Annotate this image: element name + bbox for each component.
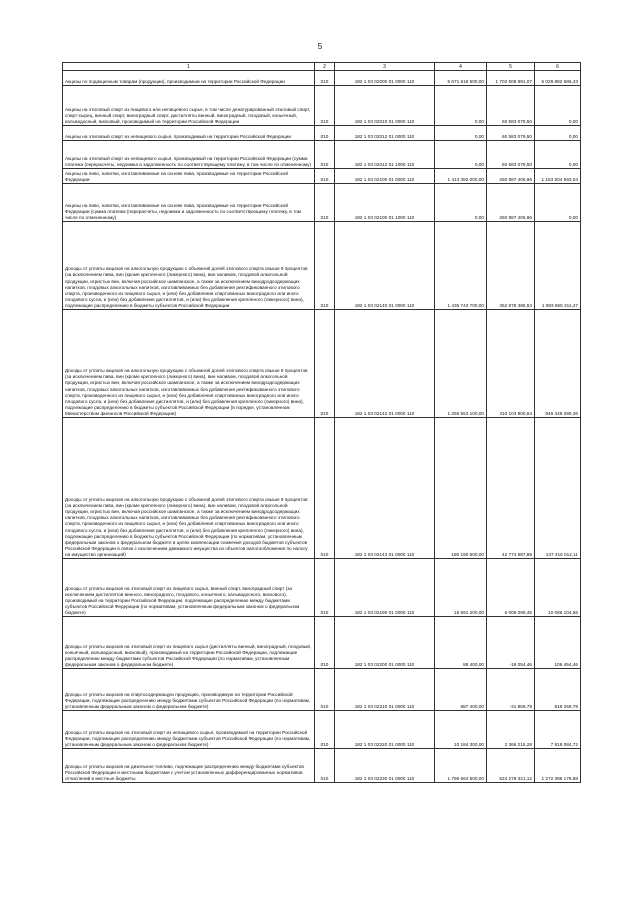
row-executed-amount: -18 054,46 bbox=[487, 617, 535, 669]
row-name-text: Доходы от уплаты акцизов на алкогольную продукцию с объемной долей этилового спирта свыше 9 процентов (за исключением пива, вин (кроме крепленого (ликерного) вина), вин наливом, плодовой алкогольной продукции, игристых вин, включая российское шампанское, а также за исключением винодродсодержащих напитков, плодовых алкогольных напитков, изготавливаемых без добавления ректификованного этилового спирта, произведенного из пищевого сырья, и (или) без добавления спиртованных виноградного или иного плодового сусла, и (или) без добавления дистиллятов, и (или) без добавления крепленого (ликерного) вина), подлежащие распределению в бюджеты субъектов Российской Федерации (в порядке, установленном Министерством финансов Российской Федерации) bbox=[65, 368, 308, 416]
row-name-text: Доходы от уплаты акцизов на этиловый спирт из непищевого сырья, производимый на территории Российской Федерации, подлежащие распределению между бюджетами субъектов Российской Федерации (по нормативам, установленным федеральным законом о федеральном бюджете) bbox=[65, 729, 311, 747]
row-approved-amount: 1 796 664 500,00 bbox=[435, 749, 487, 783]
row-line-code: 010 bbox=[315, 749, 335, 783]
row-name-text: Доходы от уплаты акцизов на этиловый спирт из пищевого сырья, винный спирт, виноградный спирт (за исключением дистиллятов винного, виноградного, плодового, коньячного, кальвадосного, вискового), производимый на территории Российской Федерации, подлежащие распределению между бюджетами субъектов Российской Федерации (по нормативам, установленным федеральным законом о федеральном бюджете) bbox=[65, 585, 300, 615]
table-header-row bbox=[63, 63, 581, 71]
row-executed-amount: 60 583 079,50 bbox=[487, 86, 535, 126]
row-executed-amount: 260 887 406,96 bbox=[487, 184, 535, 222]
table-row bbox=[63, 184, 581, 222]
header-col-1: 1 bbox=[63, 63, 315, 71]
row-line-code: 010 bbox=[315, 141, 335, 169]
row-executed-amount: 1 702 508 891,07 bbox=[487, 71, 535, 86]
row-budget-code: 182 1 03 02210 01 0000 110 bbox=[335, 669, 435, 711]
row-budget-code: 182 1 03 02230 01 0000 110 bbox=[335, 749, 435, 783]
row-budget-code: 182 1 03 02012 01 0000 110 bbox=[335, 126, 435, 141]
header-col-2: 2 bbox=[315, 63, 335, 71]
row-approved-amount: 10 184 300,00 bbox=[435, 711, 487, 749]
row-remaining-amount: 106 454,46 bbox=[535, 617, 581, 669]
row-name bbox=[63, 669, 315, 711]
table-row bbox=[63, 222, 581, 310]
row-approved-amount: 0,00 bbox=[435, 126, 487, 141]
row-name-text: Акцизы на этиловый спирт из непищевого сырья, производимый на территории Российской Федерации (сумма платежа (перерасчеты, недоимка и задолженность по соответствующему платежу, в том числе по отмененному) bbox=[65, 155, 312, 167]
row-name-text: Акцизы на этиловый спирт из непищевого сырья, производимый на территории Российской Федерации bbox=[65, 133, 291, 139]
row-budget-code: 182 1 03 02190 01 0000 110 bbox=[335, 559, 435, 617]
row-executed-amount: 60 583 079,50 bbox=[487, 141, 535, 169]
row-name bbox=[63, 169, 315, 184]
row-name bbox=[63, 71, 315, 86]
row-name-text: Доходы от уплаты акцизов на алкогольную продукцию с объемной долей этилового спирта свыше 9 процентов (за исключением пива, вин (кроме крепленого (ликерного) вина), вин наливом, плодовой алкогольной продукции, игристых вин, включая российское шампанское, а также за исключением винодродсодержащих напитков, плодовых алкогольных напитков, изготавливаемых без добавления ректификованного этилового спирта, произведенного из пищевого сырья, и (или) без добавления спиртованных виноградного или иного плодового сусла, и (или) без добавления дистиллятов, и (или) без добавления крепленого (ликерного) вина), подлежащие распределению в бюджеты субъектов Российской Федерации bbox=[65, 266, 308, 308]
row-name-text: Акцизы по подакцизным товарам (продукции), производимым на территории Российской Федерации bbox=[65, 78, 285, 84]
table-row bbox=[63, 559, 581, 617]
row-name-text: Акцизы на пиво, напитки, изготавливаемые на основе пива, производимые на территории Российской Федерации (сумма платежа (перерасчеты, недоимка и задолженность по соответствующему платежу, в том числе по отмененному) bbox=[65, 202, 302, 220]
row-approved-amount: 1 414 392 000,00 bbox=[435, 169, 487, 184]
row-executed-amount: 6 005 095,45 bbox=[487, 559, 535, 617]
row-budget-code: 182 1 03 02010 01 0000 110 bbox=[335, 86, 435, 126]
row-executed-amount: -31 869,79 bbox=[487, 669, 535, 711]
row-remaining-amount: 10 086 104,55 bbox=[535, 559, 581, 617]
row-remaining-amount: 1 153 504 593,04 bbox=[535, 169, 581, 184]
row-remaining-amount: 946 449 299,36 bbox=[535, 310, 581, 418]
row-executed-amount: 60 583 079,50 bbox=[487, 126, 535, 141]
page-number: 5 bbox=[317, 42, 323, 51]
row-remaining-amount: 0,00 bbox=[535, 141, 581, 169]
row-remaining-amount: 1 272 386 178,88 bbox=[535, 749, 581, 783]
row-line-code: 010 bbox=[315, 669, 335, 711]
table-row bbox=[63, 86, 581, 126]
row-budget-code: 182 1 03 02143 01 0000 110 bbox=[335, 418, 435, 559]
row-name-text: Доходы от уплаты акцизов на дизельное топливо, подлежащие распределению между бюджетами субъектов Российской Федерации и местными бюджетами с учетом установленных дифференцированных нормативов отчислений в местные бюджеты bbox=[65, 763, 304, 781]
row-approved-amount: 88 400,00 bbox=[435, 617, 487, 669]
row-line-code: 010 bbox=[315, 418, 335, 559]
row-budget-code: 182 1 03 02220 01 0000 110 bbox=[335, 711, 435, 749]
row-line-code: 010 bbox=[315, 71, 335, 86]
row-remaining-amount: 7 818 084,72 bbox=[535, 711, 581, 749]
row-budget-code: 182 1 03 02000 01 0000 110 bbox=[335, 71, 435, 86]
table-row bbox=[63, 669, 581, 711]
row-executed-amount: 2 366 215,28 bbox=[487, 711, 535, 749]
row-name bbox=[63, 222, 315, 310]
table-row bbox=[63, 141, 581, 169]
row-name bbox=[63, 418, 315, 559]
row-executed-amount: 42 774 587,89 bbox=[487, 418, 535, 559]
table-row bbox=[63, 126, 581, 141]
row-approved-amount: 180 190 600,00 bbox=[435, 418, 487, 559]
row-line-code: 010 bbox=[315, 126, 335, 141]
row-approved-amount: 0,00 bbox=[435, 141, 487, 169]
row-name-text: Акцизы на пиво, напитки, изготавливаемые на основе пива, производимые на территории Российской Федерации bbox=[65, 170, 288, 182]
table-row bbox=[63, 711, 581, 749]
row-name-text: Акцизы на этиловый спирт из пищевого или непищевого сырья, в том числе денатурированный этиловый спирт, спирт-сырец, винный спирт, виноградный спирт, дистилляты винный, виноградный, плодовый, коньячный, кальвадосный, висковый, производимый на территории Российской Федерации bbox=[65, 106, 311, 124]
row-name-text: Доходы от уплаты акцизов на спиртосодержащую продукцию, производимую на территории Российской Федерации, подлежащие распределению между бюджетами субъектов Российской Федерации (по нормативам, установленным федеральным законом о федеральном бюджете) bbox=[65, 691, 311, 709]
row-budget-code: 182 1 03 02100 01 1000 110 bbox=[335, 184, 435, 222]
revenue-table bbox=[62, 62, 581, 783]
row-remaining-amount: 0,00 bbox=[535, 86, 581, 126]
row-executed-amount: 260 887 406,96 bbox=[487, 169, 535, 184]
row-line-code: 010 bbox=[315, 222, 335, 310]
row-name bbox=[63, 141, 315, 169]
row-line-code: 010 bbox=[315, 86, 335, 126]
row-approved-amount: 0,00 bbox=[435, 86, 487, 126]
row-name-text: Доходы от уплаты акцизов на алкогольную продукцию с объемной долей этилового спирта свыше 9 процентов (за исключением пива, вин (кроме крепленого (ликерного) вина), вин наливом, плодовой алкогольной продукции, игристых вин, включая российское шампанское, а также за исключением винодродсодержащих напитков, плодовых алкогольных напитков, изготавливаемых без добавления ректификованного этилового спирта, произведенного из пищевого сырья, и (или) без добавления спиртованных виноградного или иного плодового сусла, и (или) без добавления дистиллятов, и (или) без добавления крепленого (ликерного) вина), подлежащие распределению в бюджеты субъектов Российской Федерации (по нормативам, установленным федеральным законом о федеральном бюджете в целях компенсации снижения доходов бюджетов субъектов Российской Федерации в связи с исключением движимого имущества из объектов налогообложения по налогу на имущество организаций) bbox=[65, 497, 308, 557]
row-approved-amount: 887 400,00 bbox=[435, 669, 487, 711]
table-row bbox=[63, 169, 581, 184]
row-approved-amount: 1 256 553 100,00 bbox=[435, 310, 487, 418]
row-executed-amount: 352 878 386,53 bbox=[487, 222, 535, 310]
row-remaining-amount: 1 083 865 311,47 bbox=[535, 222, 581, 310]
row-budget-code: 182 1 03 02140 01 0000 110 bbox=[335, 222, 435, 310]
row-approved-amount: 16 591 200,00 bbox=[435, 559, 487, 617]
row-budget-code: 182 1 03 02200 01 0000 110 bbox=[335, 617, 435, 669]
header-col-4: 4 bbox=[435, 63, 487, 71]
row-budget-code: 182 1 03 02100 01 0000 110 bbox=[335, 169, 435, 184]
table-row bbox=[63, 749, 581, 783]
header-col-6: 6 bbox=[535, 63, 581, 71]
row-approved-amount: 0,00 bbox=[435, 184, 487, 222]
row-budget-code: 182 1 03 02012 01 1000 110 bbox=[335, 141, 435, 169]
row-name bbox=[63, 559, 315, 617]
row-line-code: 010 bbox=[315, 184, 335, 222]
table-row bbox=[63, 310, 581, 418]
header-col-3: 3 bbox=[335, 63, 435, 71]
row-remaining-amount: 919 269,79 bbox=[535, 669, 581, 711]
row-executed-amount: 524 278 321,12 bbox=[487, 749, 535, 783]
row-remaining-amount: 137 416 012,11 bbox=[535, 418, 581, 559]
row-name bbox=[63, 184, 315, 222]
row-line-code: 010 bbox=[315, 711, 335, 749]
row-name-text: Доходы от уплаты акцизов на этиловый спирт из пищевого сырья (дистилляты винный, виноградный, плодовый, коньячный, кальвадосный, висковый), производимый на территории Российской Федерации, подлежащие распределению между бюджетами субъектов Российской Федерации (по нормативам, установленным федеральным законом о федеральном бюджете) bbox=[65, 643, 312, 667]
row-remaining-amount: 5 029 882 686,43 bbox=[535, 71, 581, 86]
row-name bbox=[63, 86, 315, 126]
table-row bbox=[63, 617, 581, 669]
row-remaining-amount: 0,00 bbox=[535, 184, 581, 222]
row-name bbox=[63, 749, 315, 783]
row-line-code: 010 bbox=[315, 559, 335, 617]
row-name bbox=[63, 711, 315, 749]
row-executed-amount: 310 103 800,64 bbox=[487, 310, 535, 418]
row-approved-amount: 1 436 743 700,00 bbox=[435, 222, 487, 310]
table-row bbox=[63, 418, 581, 559]
row-name bbox=[63, 310, 315, 418]
row-name bbox=[63, 126, 315, 141]
row-approved-amount: 6 671 618 500,00 bbox=[435, 71, 487, 86]
row-line-code: 010 bbox=[315, 310, 335, 418]
row-line-code: 010 bbox=[315, 617, 335, 669]
row-budget-code: 182 1 03 02142 01 0000 110 bbox=[335, 310, 435, 418]
row-remaining-amount: 0,00 bbox=[535, 126, 581, 141]
header-col-5: 5 bbox=[487, 63, 535, 71]
row-line-code: 010 bbox=[315, 169, 335, 184]
table-row bbox=[63, 71, 581, 86]
row-name bbox=[63, 617, 315, 669]
